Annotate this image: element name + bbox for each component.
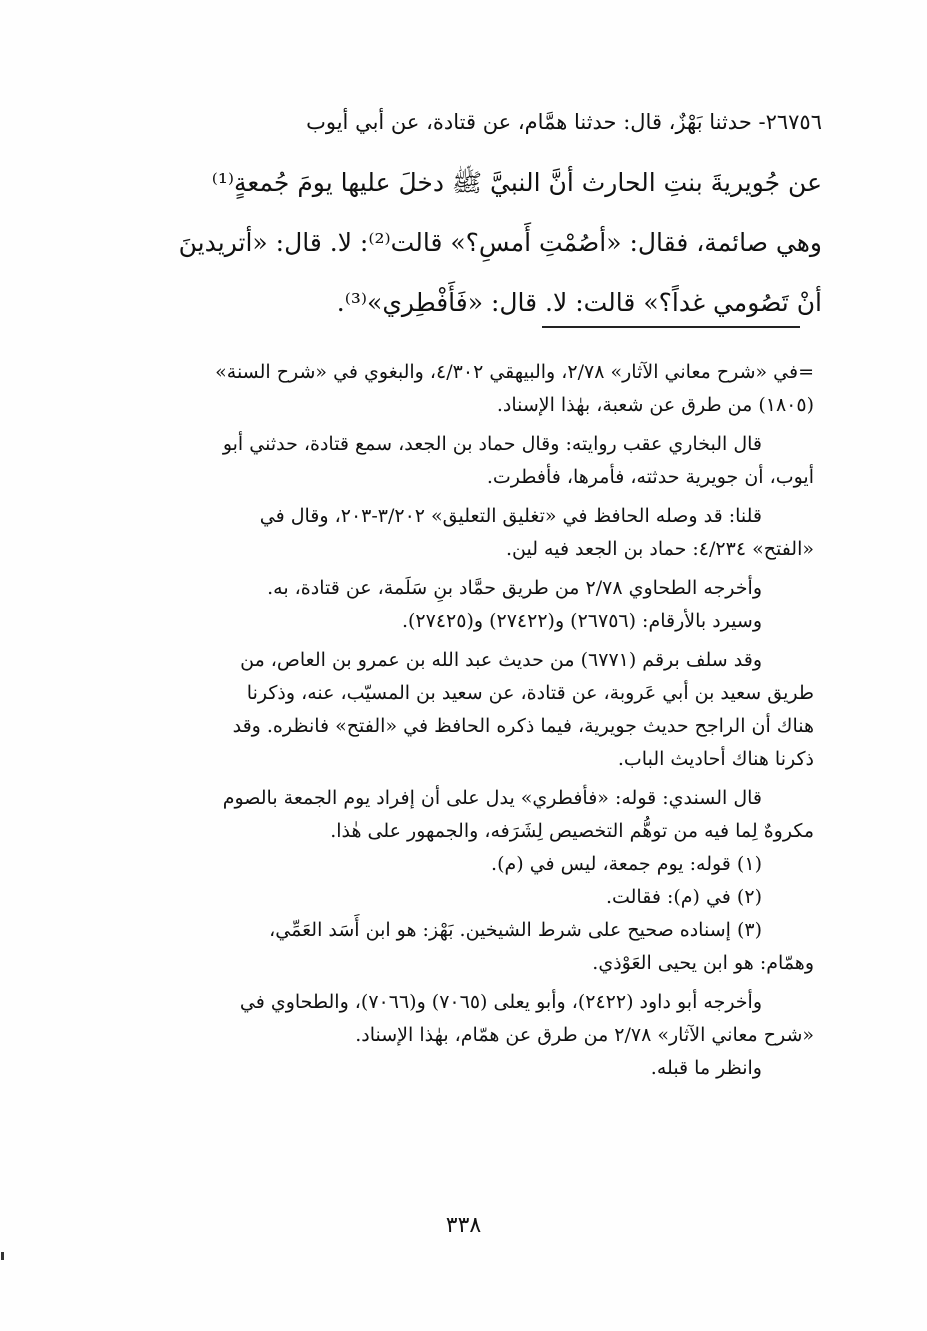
footnote-line: قال السندي: قوله: «فأفطري» يدل على أن إفراد يوم الجمعة بالصوم (222, 787, 762, 809)
hadith-line: ٢٦٧٥٦- حدثنا بَهْزٌ، قال: حدثنا همَّام، عن قتادة، عن أبي أيوب (306, 110, 822, 134)
hadith-line: أنْ تَصُومي غداً؟» قالت: لا. قال: «فَأَفْطِري»⁽³⁾. (336, 288, 822, 317)
footnote-line: وسيرد بالأرقام: (٢٦٧٥٦) و(٢٧٤٢٢) و(٢٧٤٢٥). (401, 610, 762, 632)
footnote-line: وهمّام: هو ابن يحيى العَوْذي. (592, 952, 814, 974)
scan-edge-mark (1, 1252, 4, 1260)
footnote-line: «الفتح» ٤/٢٣٤: حماد بن الجعد فيه لين. (505, 538, 814, 560)
footnote-line: قلنا: قد وصله الحافظ في «تغليق التعليق» ٣/٢٠٢-٢٠٣، وقال في (259, 505, 762, 527)
footnote-line: وانظر ما قبله. (650, 1057, 762, 1079)
footnote-line: طريق سعيد بن أبي عَروبة، عن قتادة، عن سعيد بن المسيّب، عنه، وذكرنا (246, 682, 814, 704)
footnote-line: ذكرنا هناك أحاديث الباب. (617, 748, 814, 770)
footnote-line: أيوب، أن جويرية حدثته، فأمرها، فأفطرت. (486, 466, 814, 488)
footnote-line: قال البخاري عقب روايته: وقال حماد بن الجعد، سمع قتادة، حدثني أبو (222, 433, 762, 455)
footnote-line: مكروهٌ لِما فيه من توهُّم التخصيص لِشَرَفه، والجمهور على هٰذا. (330, 820, 814, 842)
footnote-line: وأخرجه الطحاوي ٢/٧٨ من طريق حمَّاد بنِ سَلَمة، عن قتادة، به. (267, 577, 762, 599)
footnote-separator (542, 326, 800, 328)
footnote-line: هناك أن الراجح حديث جويرية، فيما ذكره الحافظ في «الفتح» فانظره. وقد (232, 715, 814, 737)
page-number: ٣٣٨ (445, 1213, 482, 1238)
footnote-2: (٢) في (م): فقالت. (605, 886, 762, 908)
footnote-line: (١٨٠٥) من طرق عن شعبة، بهٰذا الإسناد. (496, 394, 814, 416)
footnote-line: وقد سلف برقم (٦٧٧١) من حديث عبد الله بن عمرو بن العاص، من (240, 649, 762, 671)
hadith-text (100, 102, 822, 338)
hadith-line: وهي صائمة، فقال: «أصُمْتِ أَمسِ؟» قالت⁽²⁾: لا. قال: «أتريدينَ (178, 228, 822, 257)
footnote-1: (١) قوله: يوم جمعة، ليس في (م). (491, 853, 762, 875)
hadith-line: عن جُويريةَ بنتِ الحارث أنَّ النبيَّ ﷺ دخلَ عليها يومَ جُمعةٍ⁽¹⁾ (211, 168, 822, 197)
footnote-line: «شرح معاني الآثار» ٢/٧٨ من طرق عن همّام، بهٰذا الإسناد. (355, 1024, 814, 1046)
footnotes (100, 356, 814, 1085)
footnote-line: وأخرجه أبو داود (٢٤٢٢)، وأبو يعلى (٧٠٦٥) و(٧٠٦٦)، والطحاوي في (239, 991, 762, 1013)
footnote-3: (٣) إسناده صحيح على شرط الشيخين. بَهْز: هو ابن أَسَد العَمِّي، (269, 919, 762, 941)
footnote-line: =في «شرح معاني الآثار» ٢/٧٨، والبيهقي ٤/٣٠٢، والبغوي في «شرح السنة» (215, 361, 814, 383)
